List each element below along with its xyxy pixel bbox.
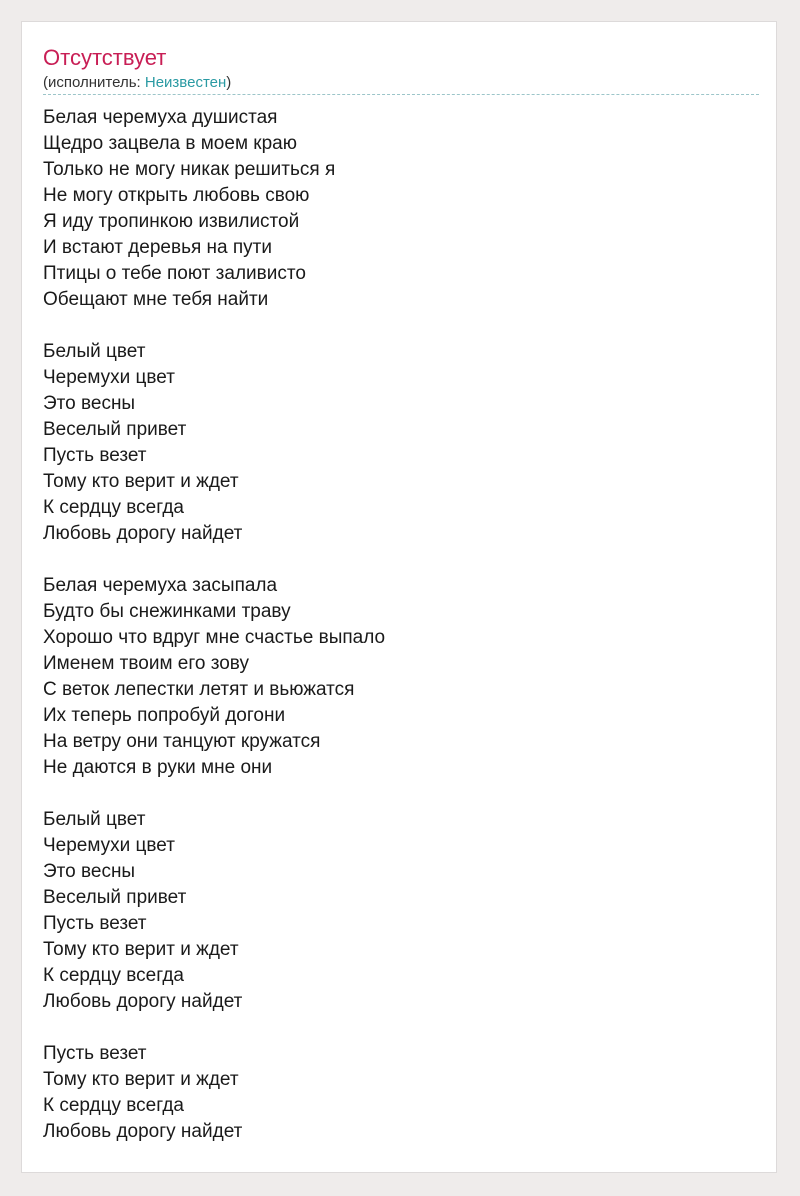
lyric-line: Будто бы снежинками траву xyxy=(43,601,291,622)
performer-link[interactable]: Неизвестен xyxy=(144,74,227,91)
performer-line xyxy=(43,74,231,92)
lyric-line: Тому кто верит и ждет xyxy=(43,939,239,960)
lyric-line: Веселый привет xyxy=(43,887,187,908)
lyrics-stanza xyxy=(43,1041,759,1145)
lyric-line: С веток лепестки летят и вьюжатся xyxy=(43,679,355,700)
lyrics-stanza xyxy=(43,105,759,313)
lyric-line: Пусть везет xyxy=(43,1043,147,1064)
lyric-line: Это весны xyxy=(43,861,136,882)
lyric-line: Черемухи цвет xyxy=(43,367,175,388)
lyric-line: Хорошо что вдруг мне счастье выпало xyxy=(43,627,386,648)
lyric-line: Веселый привет xyxy=(43,419,187,440)
lyric-line: Белый цвет xyxy=(43,809,146,830)
lyric-line: Обещают мне тебя найти xyxy=(43,289,269,310)
lyric-line: Не даются в руки мне они xyxy=(43,757,273,778)
lyric-line: Я иду тропинкою извилистой xyxy=(43,211,300,232)
lyrics-stanza xyxy=(43,807,759,1015)
lyric-line: Именем твоим его зову xyxy=(43,653,249,674)
lyric-line: Белая черемуха душистая xyxy=(43,107,278,128)
lyric-line: Пусть везет xyxy=(43,913,147,934)
lyric-line: К сердцу всегда xyxy=(43,1095,184,1116)
lyric-line: Птицы о тебе поют заливисто xyxy=(43,263,306,284)
lyric-line: К сердцу всегда xyxy=(43,497,184,518)
lyrics-stanza xyxy=(43,339,759,547)
lyric-line: Любовь дорогу найдет xyxy=(43,991,243,1012)
lyric-line: Пусть везет xyxy=(43,445,147,466)
lyric-line: Это весны xyxy=(43,393,136,414)
lyric-line: Не могу открыть любовь свою xyxy=(43,185,310,206)
lyrics-card xyxy=(21,21,777,1173)
lyric-line: Тому кто верит и ждет xyxy=(43,471,239,492)
performer-suffix: ) xyxy=(226,74,232,91)
lyric-line: Их теперь попробуй догони xyxy=(43,705,286,726)
song-title: Отсутствует xyxy=(43,45,167,70)
lyrics-stanza xyxy=(43,573,759,781)
lyric-line: Любовь дорогу найдет xyxy=(43,523,243,544)
lyric-line: Белый цвет xyxy=(43,341,146,362)
lyric-line: Белая черемуха засыпала xyxy=(43,575,278,596)
lyric-line: К сердцу всегда xyxy=(43,965,184,986)
lyric-line: Щедро зацвела в моем краю xyxy=(43,133,297,154)
lyric-line: Тому кто верит и ждет xyxy=(43,1069,239,1090)
lyric-line: Любовь дорогу найдет xyxy=(43,1121,243,1142)
lyric-line: И встают деревья на пути xyxy=(43,237,272,258)
lyric-line: Только не могу никак решиться я xyxy=(43,159,336,180)
lyric-line: Черемухи цвет xyxy=(43,835,175,856)
lyric-line: На ветру они танцуют кружатся xyxy=(43,731,321,752)
song-header xyxy=(43,43,759,95)
lyrics-body xyxy=(43,105,759,1145)
performer-prefix: (исполнитель: xyxy=(43,74,145,91)
